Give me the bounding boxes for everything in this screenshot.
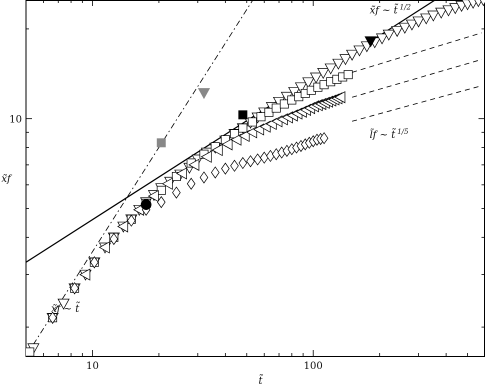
x-axis-label: t̃ [258, 376, 263, 387]
x-tick-label: 10 [86, 361, 99, 372]
diamond-marker [211, 167, 219, 178]
plot-frame [26, 1, 485, 357]
circle-marker [141, 200, 151, 210]
triangle-down-marker [198, 89, 209, 99]
square-marker [257, 113, 265, 121]
reference-lines [26, 0, 482, 356]
diamond-marker [267, 150, 275, 161]
reference-line-dashed [352, 59, 482, 97]
diamond-marker [173, 187, 181, 198]
y-tick-label: 10 [9, 114, 22, 126]
axes [26, 0, 485, 357]
square-marker [26, 348, 34, 356]
reference-line-dashed [352, 86, 482, 122]
square-marker [157, 139, 165, 147]
annotation-0: x̃f ~ t̃ $^{1/2}$ [369, 3, 411, 17]
diamond-marker [247, 156, 255, 167]
square-marker [239, 111, 247, 119]
x-tick-label: 100 [303, 361, 323, 372]
diamond-marker [187, 178, 195, 189]
annotation-1: l̃f ~ t̃ $^{1/5}$ [369, 128, 409, 142]
annotation-2: x̃f ~ t̃ [51, 303, 80, 315]
square-marker [344, 71, 352, 79]
chart-labels [1, 3, 411, 387]
square-marker [272, 104, 280, 112]
square-marker [280, 100, 288, 108]
diamond-marker [239, 158, 247, 169]
square-marker [239, 124, 247, 132]
square-marker [248, 118, 256, 126]
diamond-marker [254, 154, 262, 165]
diamond-marker [200, 172, 208, 183]
diamond-marker [222, 163, 230, 174]
diamond-marker [231, 160, 239, 171]
data-markers [26, 0, 485, 356]
diamond-marker [260, 152, 268, 163]
y-axis-label: x̃f [1, 174, 11, 185]
